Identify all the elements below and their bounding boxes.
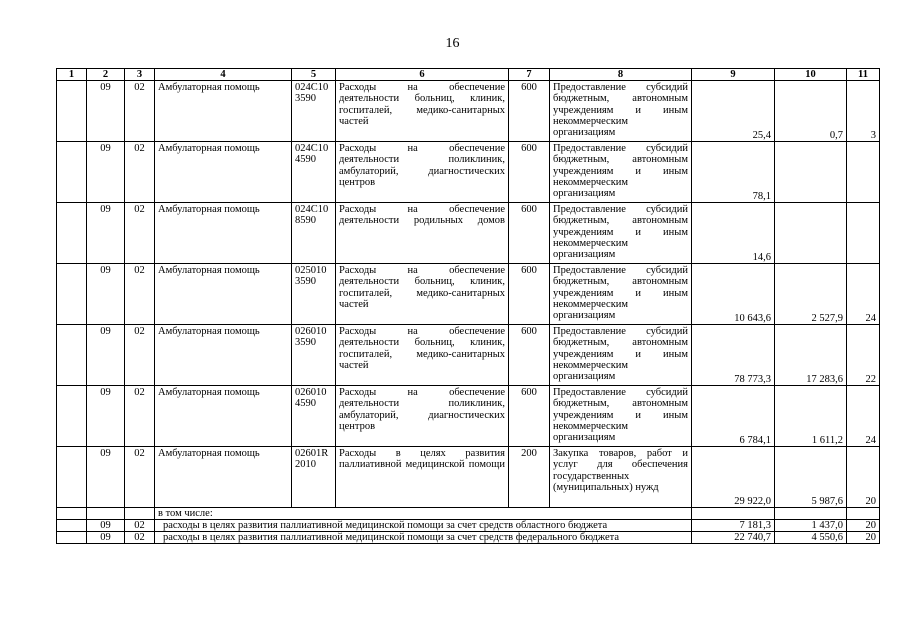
cell-amount-plan: 6 784,1 [692,386,775,447]
cell-amount-plan: 78 773,3 [692,325,775,386]
table-row [57,81,880,142]
header-col-9: 9 [692,69,775,81]
cell-percent: 20 [847,532,880,544]
cell-description: Расходы на обеспечение деятельности больниц, клиник, госпиталей, медико-санитарных частей [336,264,509,325]
cell-subsection: 02 [125,532,155,544]
cell-subsection: 02 [125,81,155,142]
cell-expense-name: Предоставление субсидий бюджетным, автономным учреждениям и иным некоммерческим организациям [550,142,692,203]
cell-percent [847,142,880,203]
cell-amount-plan: 7 181,3 [692,520,775,532]
cell-percent: 3 [847,81,880,142]
cell-col-1 [57,203,87,264]
cell-section: 09 [87,520,125,532]
cell-name: Амбулаторная помощь [155,142,292,203]
cell-expense-type: 600 [509,81,550,142]
cell-percent: 20 [847,520,880,532]
header-col-1: 1 [57,69,87,81]
sub-row [57,520,880,532]
subtotal-label: в том числе: [155,508,692,520]
cell-amount-actual: 1 611,2 [775,386,847,447]
sub-row [57,532,880,544]
cell-col-1 [57,264,87,325]
cell-expense-name: Предоставление субсидий бюджетным, автономным учреждениям и иным некоммерческим организациям [550,264,692,325]
cell-target-code: 024С10 4590 [292,142,336,203]
cell-amount-actual: 0,7 [775,81,847,142]
cell-name: Амбулаторная помощь [155,203,292,264]
page-number: 16 [445,36,460,51]
header-col-8: 8 [550,69,692,81]
cell-section: 09 [87,325,125,386]
table-row [57,325,880,386]
cell-section: 09 [87,532,125,544]
table-row [57,447,880,508]
cell-expense-type: 600 [509,203,550,264]
cell-subsection: 02 [125,447,155,508]
header-col-4: 4 [155,69,292,81]
table-row [57,203,880,264]
cell-section: 09 [87,203,125,264]
cell-description: Расходы на обеспечение деятельности больниц, клиник, госпиталей, медико-санитарных частей [336,325,509,386]
cell-target-code: 025010 3590 [292,264,336,325]
cell-section: 09 [87,447,125,508]
cell-target-code: 026010 4590 [292,386,336,447]
table-row [57,386,880,447]
cell-amount-actual [775,203,847,264]
header-col-5: 5 [292,69,336,81]
cell-target-code: 026010 3590 [292,325,336,386]
cell-amount-actual [775,142,847,203]
cell-name: Амбулаторная помощь [155,325,292,386]
cell-col-1 [57,142,87,203]
cell-subsection: 02 [125,386,155,447]
cell-percent: 22 [847,325,880,386]
cell-amount-plan: 78,1 [692,142,775,203]
cell-expense-name: Предоставление субсидий бюджетным, автономным учреждениям и иным некоммерческим организациям [550,81,692,142]
cell-subsection: 02 [125,264,155,325]
cell-section: 09 [87,386,125,447]
cell-subsection: 02 [125,325,155,386]
cell-expense-name: Предоставление субсидий бюджетным, автономным учреждениям и иным некоммерческим организациям [550,325,692,386]
cell-expense-type: 200 [509,447,550,508]
cell-description: Расходы в целях развития паллиативной медицинской помощи [336,447,509,508]
cell-amount-actual: 2 527,9 [775,264,847,325]
cell-expense-name: Предоставление субсидий бюджетным, автономным учреждениям и иным некоммерческим организациям [550,386,692,447]
header-col-7: 7 [509,69,550,81]
cell-expense-type: 600 [509,142,550,203]
cell-target-code: 02601R 2010 [292,447,336,508]
cell-description: Расходы на обеспечение деятельности поликлиник, амбулаторий, диагностических центров [336,386,509,447]
cell-subsection: 02 [125,203,155,264]
cell-percent: 24 [847,386,880,447]
cell-expense-name: Закупка товаров, работ и услуг для обеспечения государственных (муниципальных) нужд [550,447,692,508]
cell-target-code: 024С10 8590 [292,203,336,264]
header-col-6: 6 [336,69,509,81]
cell-sub-description: расходы в целях развития паллиативной медицинской помощи за счет средств областного бюджета [155,520,692,532]
cell-description: Расходы на обеспечение деятельности родильных домов [336,203,509,264]
cell-amount-plan: 29 922,0 [692,447,775,508]
cell-col-1 [57,447,87,508]
subtotal-label-row [57,508,880,520]
cell-subsection: 02 [125,520,155,532]
cell-description: Расходы на обеспечение деятельности поликлиник, амбулаторий, диагностических центров [336,142,509,203]
cell-percent [847,203,880,264]
cell-expense-type: 600 [509,386,550,447]
cell-amount-plan: 14,6 [692,203,775,264]
cell-name: Амбулаторная помощь [155,81,292,142]
header-col-2: 2 [87,69,125,81]
cell-sub-description: расходы в целях развития паллиативной медицинской помощи за счет средств федерального бюджета [155,532,692,544]
table-row [57,264,880,325]
budget-table [56,68,880,544]
cell-amount-plan: 10 643,6 [692,264,775,325]
cell-description: Расходы на обеспечение деятельности больниц, клиник, госпиталей, медико-санитарных частей [336,81,509,142]
cell-percent: 20 [847,447,880,508]
cell-amount-actual: 17 283,6 [775,325,847,386]
cell-expense-name: Предоставление субсидий бюджетным, автономным учреждениям и иным некоммерческим организациям [550,203,692,264]
cell-amount-actual: 1 437,0 [775,520,847,532]
cell-subsection: 02 [125,142,155,203]
header-col-11: 11 [847,69,880,81]
cell-name: Амбулаторная помощь [155,264,292,325]
cell-col-1 [57,81,87,142]
header-col-10: 10 [775,69,847,81]
header-col-3: 3 [125,69,155,81]
cell-expense-type: 600 [509,264,550,325]
table-row [57,142,880,203]
cell-section: 09 [87,142,125,203]
cell-amount-actual: 5 987,6 [775,447,847,508]
cell-amount-plan: 25,4 [692,81,775,142]
cell-name: Амбулаторная помощь [155,447,292,508]
cell-section: 09 [87,81,125,142]
cell-col-1 [57,325,87,386]
cell-section: 09 [87,264,125,325]
cell-expense-type: 600 [509,325,550,386]
cell-percent: 24 [847,264,880,325]
cell-amount-actual: 4 550,6 [775,532,847,544]
cell-col-1 [57,386,87,447]
header-row [57,69,880,81]
cell-amount-plan: 22 740,7 [692,532,775,544]
cell-name: Амбулаторная помощь [155,386,292,447]
cell-target-code: 024С10 3590 [292,81,336,142]
